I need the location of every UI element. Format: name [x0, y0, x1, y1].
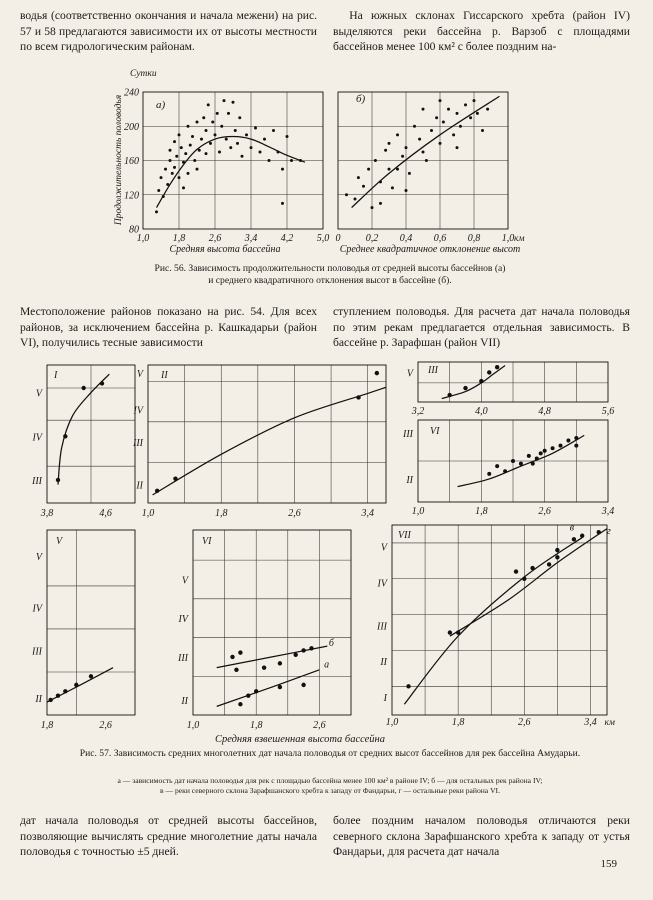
fig57_VI-б-point: [278, 661, 282, 665]
fig56a-xtick: 5,0: [316, 233, 330, 244]
fig56a-point: [236, 142, 239, 145]
fig57_II-xtick: 3,4: [361, 508, 374, 519]
fig56b-grid: [338, 92, 508, 229]
fig57_VII-ytick: II: [380, 657, 387, 669]
fig57_VII-ytick: I: [383, 693, 387, 705]
fig56a-point: [245, 133, 248, 136]
fig56b-point: [384, 149, 387, 152]
fig56a-panel-label: а): [156, 99, 166, 111]
fig56b-point: [374, 159, 377, 162]
fig57_VI_top-xtick: 2,6: [538, 506, 551, 517]
fig57_II-point: [375, 371, 379, 375]
page-number: 159: [600, 858, 617, 870]
fig57_VI-region: VI: [202, 536, 212, 547]
fig56b-point: [469, 116, 472, 119]
fig56b-point: [456, 146, 459, 149]
fig56a-point: [250, 146, 253, 149]
fig57_VI_top-xtick: 3,4: [601, 506, 615, 517]
fig57_VI_top-xtick: 1,0: [411, 506, 425, 517]
fig57_VII-в-point: [406, 684, 410, 688]
fig57_VII-ytick: V: [380, 542, 387, 554]
fig57_VI-ytick: IV: [178, 614, 188, 626]
paragraph-mid-left: Местоположение районов показано на рис. 54. Для всех районов, за исключением бассейна р. Кашкадарьи (район VI), получились тесные зависимости: [20, 305, 317, 350]
fig56b-xtick: 1,0: [501, 233, 515, 244]
fig57_I-ytick: III: [32, 476, 42, 487]
fig56a-point: [225, 138, 228, 141]
fig56b-point: [430, 129, 433, 132]
fig57_I-region: I: [54, 370, 58, 381]
fig56a-ytick: 240: [124, 87, 139, 99]
fig57_VI-series-label: а: [324, 659, 330, 671]
fig57_VII-xtick: 2,6: [518, 717, 531, 728]
fig57-caption: [30, 748, 630, 760]
fig56b-xtick: 0: [335, 233, 341, 244]
fig57_VI-xtick: 1,0: [186, 720, 200, 731]
fig56a-point: [209, 142, 212, 145]
fig56a-ytick: 200: [124, 121, 139, 133]
fig57_III-point: [463, 386, 467, 390]
fig56b-point: [391, 186, 394, 189]
fig56b-xunit: км: [514, 234, 525, 244]
fig56a-point: [232, 101, 235, 104]
fig56b-point: [367, 168, 370, 171]
fig56b-point: [396, 133, 399, 136]
fig57_I-xtick: 3,8: [40, 508, 54, 519]
fig56a-point: [227, 112, 230, 115]
fig56b-point: [439, 142, 442, 145]
fig56a-point: [286, 135, 289, 138]
fig56a-ytick: 120: [124, 190, 139, 202]
fig57_VI_top-point: [487, 472, 491, 476]
fig57_V-frame: [47, 530, 135, 715]
fig57_VII-ytick: IV: [377, 578, 387, 590]
fig57_V-grid: [47, 530, 135, 715]
fig57_VI_top-point: [527, 454, 531, 458]
fig56b-plot: [336, 92, 525, 255]
fig56a-point: [263, 138, 266, 141]
fig57_VI_top-region: VI: [430, 426, 440, 437]
fig57_VII-в-point: [572, 537, 576, 541]
fig57_III-region: III: [428, 365, 438, 376]
fig57_VII-region: VII: [398, 530, 411, 541]
fig56a-point: [182, 186, 185, 189]
fig57_III-xtick: 5,6: [601, 406, 615, 417]
fig56a-point: [268, 159, 271, 162]
fig56b-point: [345, 193, 348, 196]
fig57_VI-xtick: 1,8: [249, 720, 263, 731]
fig57_VI-б-point: [234, 668, 238, 672]
fig57_VI-ytick: II: [181, 695, 188, 707]
fig56a-yunit: Сутки: [130, 69, 157, 79]
fig56b-point: [442, 120, 445, 123]
fig56a-point: [173, 166, 176, 169]
fig57_VII-г-point: [547, 562, 551, 566]
fig56a-point: [200, 138, 203, 141]
fig57_VII-в-curve: [404, 538, 582, 705]
fig56-caption-line1: Рис. 56. Зависимость продолжительности половодья от средней высоты бассейнов (а): [154, 263, 506, 274]
fig56b-xtick: 0,6: [433, 233, 447, 244]
fig56a-point: [238, 116, 241, 119]
fig57_III-xtick: 4,0: [475, 406, 488, 417]
fig56b-point: [473, 99, 476, 102]
fig56a-xtick: 2,6: [208, 233, 222, 244]
fig57_VII-series-label: в: [569, 522, 575, 534]
fig56a-point: [234, 129, 237, 132]
fig57_VII-г-point: [555, 555, 559, 559]
fig57_VI-б-point: [262, 665, 266, 669]
fig57_VI-а-point: [278, 685, 282, 689]
fig56b-point: [379, 202, 382, 205]
fig56b-point: [354, 198, 357, 201]
fig57_II-ytick: II: [136, 480, 143, 492]
fig57_VII-xtick: 1,8: [451, 717, 465, 728]
fig57_V-xtick: 2,6: [99, 720, 112, 731]
fig56b-point: [413, 125, 416, 128]
fig56a-point: [155, 210, 158, 213]
fig57_VII-г-point: [580, 534, 584, 538]
fig56a-point: [196, 168, 199, 171]
fig57_II-frame: [148, 365, 386, 503]
fig56b-point: [452, 133, 455, 136]
paragraph-mid-right: ступлением половодья. Для расчета дат начала половодья по этим рекам предлагается отдельная зависимость. В бассейне р. Зарафшан (район VII): [333, 305, 630, 350]
fig56a-plot: [113, 69, 329, 255]
fig56a-point: [164, 168, 167, 171]
fig56b-point: [371, 206, 374, 209]
fig56-caption: [80, 263, 580, 287]
fig56a-point: [223, 99, 226, 102]
fig57_VI_top-ytick: III: [403, 428, 413, 440]
fig57_VI-а-point: [301, 683, 305, 687]
fig56b-point: [476, 112, 479, 115]
fig57_VI_top-point: [559, 444, 563, 448]
fig57_VI_top-point: [543, 449, 547, 453]
fig57_VI_top-point: [574, 444, 578, 448]
fig57_II-curve: [153, 387, 386, 495]
fig57_III-grid: [418, 362, 608, 402]
fig56a-point: [211, 120, 214, 123]
fig56a-point: [160, 176, 163, 179]
fig56b-point: [459, 125, 462, 128]
paragraph-bottom-right: более поздним началом половодья отличаются реки северного склона Зарафшанского хребта к западу от устья Фандарьи, для расчета дат начала: [333, 814, 630, 859]
fig56b-point: [422, 150, 425, 153]
fig56a-point: [196, 120, 199, 123]
fig56b-point: [418, 138, 421, 141]
fig57_I-ytick: V: [35, 388, 42, 400]
fig56a-ylabel: Продолжительность половодья: [114, 94, 124, 226]
fig57_II-ytick: IV: [133, 405, 143, 417]
fig56a-point: [178, 176, 181, 179]
fig56b-point: [388, 168, 391, 171]
fig57_VI-ytick: III: [178, 652, 188, 664]
fig57-legend-line1: а — зависимость дат начала половодья для рек с площадью бассейна менее 100 км² в районе IV; б — для остальных рек района IV;: [117, 776, 543, 785]
fig57_V-region: V: [56, 536, 63, 547]
fig56a-point: [157, 189, 160, 192]
fig56a-point: [290, 159, 293, 162]
fig56a-point: [205, 152, 208, 155]
fig57_VI-а-point: [238, 702, 242, 706]
fig57_III-xtick: 4,8: [538, 406, 551, 417]
fig56a-point: [187, 125, 190, 128]
fig56b-point: [405, 189, 408, 192]
fig57_VII-в-point: [555, 548, 559, 552]
fig57_VII-xunit: км: [604, 718, 615, 728]
fig57_I-ytick: IV: [32, 432, 42, 444]
fig56a-point: [193, 159, 196, 162]
fig56a-ytick: 160: [124, 156, 139, 167]
fig57_I-xtick: 4,6: [99, 508, 112, 519]
fig57_VII-в-point: [514, 569, 518, 573]
fig57-legend: [30, 776, 630, 796]
fig56-caption-line2: и среднего квадратичного отклонения высот в бассейне (б).: [208, 275, 452, 286]
fig56b-point: [401, 155, 404, 158]
fig57_III-ytick: V: [406, 368, 413, 380]
fig56a-point: [178, 133, 181, 136]
fig57_VI-а-curve: [217, 670, 320, 707]
fig56b-point: [408, 172, 411, 175]
fig56a-point: [173, 140, 176, 143]
fig57_VII-series-label: г: [606, 525, 611, 537]
fig57-legend-line2: в — реки северного склона Зарафшанского хребта к западу от Фандарьи, г — остальные реки района VI.: [160, 786, 500, 795]
fig56a-point: [220, 125, 223, 128]
fig56a-point: [171, 172, 174, 175]
fig57_VI-б-point: [238, 650, 242, 654]
fig56a-xtick: 3,4: [244, 233, 258, 244]
fig56a-point: [218, 150, 221, 153]
fig56b-point: [362, 185, 365, 188]
fig57_VI_top-ytick: II: [406, 474, 413, 486]
fig56b-panel-label: б): [356, 93, 366, 105]
fig57_VI_top-point: [511, 459, 515, 463]
fig56a-point: [207, 103, 210, 106]
fig57-caption-line1: Рис. 57. Зависимость средних многолетних дат начала половодья от средних высот бассейнов для рек бассейна Амударьи.: [79, 748, 581, 759]
fig57_VI-ytick: V: [181, 575, 188, 587]
fig56a-point: [216, 112, 219, 115]
fig56a-point: [214, 133, 217, 136]
fig57_VI_top-point: [539, 451, 543, 455]
fig56a-xtick: 1,0: [136, 233, 150, 244]
fig56b-point: [357, 176, 360, 179]
fig56a-xlabel: Средняя высота бассейна: [169, 244, 281, 255]
fig56a-xtick: 1,8: [172, 233, 186, 244]
fig57_VII-grid: [392, 525, 607, 715]
fig56a-point: [180, 146, 183, 149]
fig57_VII-xtick: 1,0: [385, 717, 399, 728]
fig56b-xtick: 0,8: [467, 233, 481, 244]
fig57_II-xtick: 1,8: [214, 508, 228, 519]
paragraph-bottom-left: дат начала половодья от средней высоты бассейнов, позволяющие вычислять средние многолетние даты начала половодья с точностью ±5 дней.: [20, 814, 317, 859]
fig57_V-xtick: 1,8: [40, 720, 54, 731]
fig57_VI-xtick: 2,6: [313, 720, 326, 731]
fig57_VII-в-point: [448, 630, 452, 634]
fig57_V-ytick: II: [35, 693, 42, 705]
fig57_I-curve: [58, 374, 109, 484]
fig57_VI_top-xtick: 1,8: [475, 506, 488, 517]
fig56a-point: [191, 135, 194, 138]
fig57_V-ytick: III: [32, 646, 42, 658]
fig56a-point: [205, 129, 208, 132]
fig57_VI_top-point: [566, 439, 570, 443]
fig56a-point: [281, 168, 284, 171]
fig56b-point: [439, 99, 442, 102]
fig56b-point: [388, 142, 391, 145]
fig56a-point: [184, 152, 187, 155]
fig56a-point: [241, 155, 244, 158]
fig56a-xtick: 4,2: [280, 233, 294, 244]
paragraph-top-left: водья (соответственно окончания и начала межени) на рис. 57 и 58 предлагаются зависимости их от высоты местности по всем гидрологическим районам.: [20, 9, 317, 54]
fig57_VI-xlabel: Средняя взвешенная высота бассейна: [214, 734, 386, 745]
fig56a-point: [254, 126, 257, 129]
fig57_III-xtick: 3,2: [411, 406, 425, 417]
fig57_II-ytick: III: [133, 438, 143, 450]
fig56a-point: [272, 129, 275, 132]
fig57_II-region: II: [161, 370, 168, 381]
fig56b-point: [435, 116, 438, 119]
fig56a-ytick: 80: [129, 224, 139, 236]
fig56a-point: [259, 150, 262, 153]
fig57_V-curve: [47, 668, 113, 702]
fig56b-point: [456, 112, 459, 115]
fig57_II-xtick: 2,6: [288, 508, 301, 519]
fig56b-point: [422, 108, 425, 111]
fig56a-point: [281, 202, 284, 205]
fig56b-point: [486, 108, 489, 111]
fig57_V-ytick: IV: [32, 603, 42, 615]
fig56b-xtick: 0,2: [365, 233, 379, 244]
fig56a-point: [169, 149, 172, 152]
fig57_VI_top-point: [495, 464, 499, 468]
fig57_VI-б-point: [230, 655, 234, 659]
fig56b-xlabel: Среднее квадратичное отклонение высот: [339, 244, 521, 255]
fig56b-point: [447, 108, 450, 111]
fig56b-point: [425, 159, 428, 162]
paragraph-top-right: На южных склонах Гиссарского хребта (район IV) выделяются реки бассейна р. Варзоб с площадями бассейнов менее 100 км² с более поздним на-: [333, 9, 630, 54]
fig57_I-grid: [47, 365, 135, 503]
fig57_V-ytick: V: [35, 551, 42, 563]
fig57_VI_top-point: [551, 446, 555, 450]
fig57_VII-xtick: 3,4: [584, 717, 597, 728]
fig57_II-grid: [148, 365, 386, 503]
fig57_III-point: [487, 370, 491, 374]
fig56b-xtick: 0,4: [399, 233, 413, 244]
fig57_I-point: [81, 386, 85, 390]
fig56b-point: [405, 146, 408, 149]
figure-57-plots: [31, 362, 615, 745]
fig56a-point: [175, 155, 178, 158]
fig57_VII-ytick: III: [377, 621, 387, 633]
fig56a-point: [229, 146, 232, 149]
fig56b-point: [481, 129, 484, 132]
fig57_III-point: [495, 365, 499, 369]
fig56b-point: [464, 103, 467, 106]
fig56a-point: [169, 159, 172, 162]
fig57_II-xtick: 1,0: [141, 508, 155, 519]
fig57_VI-series-label: б: [328, 638, 334, 650]
fig56a-point: [187, 172, 190, 175]
fig57_II-ytick: V: [136, 369, 143, 381]
fig56a-point: [189, 144, 192, 147]
fig56a-point: [202, 116, 205, 119]
